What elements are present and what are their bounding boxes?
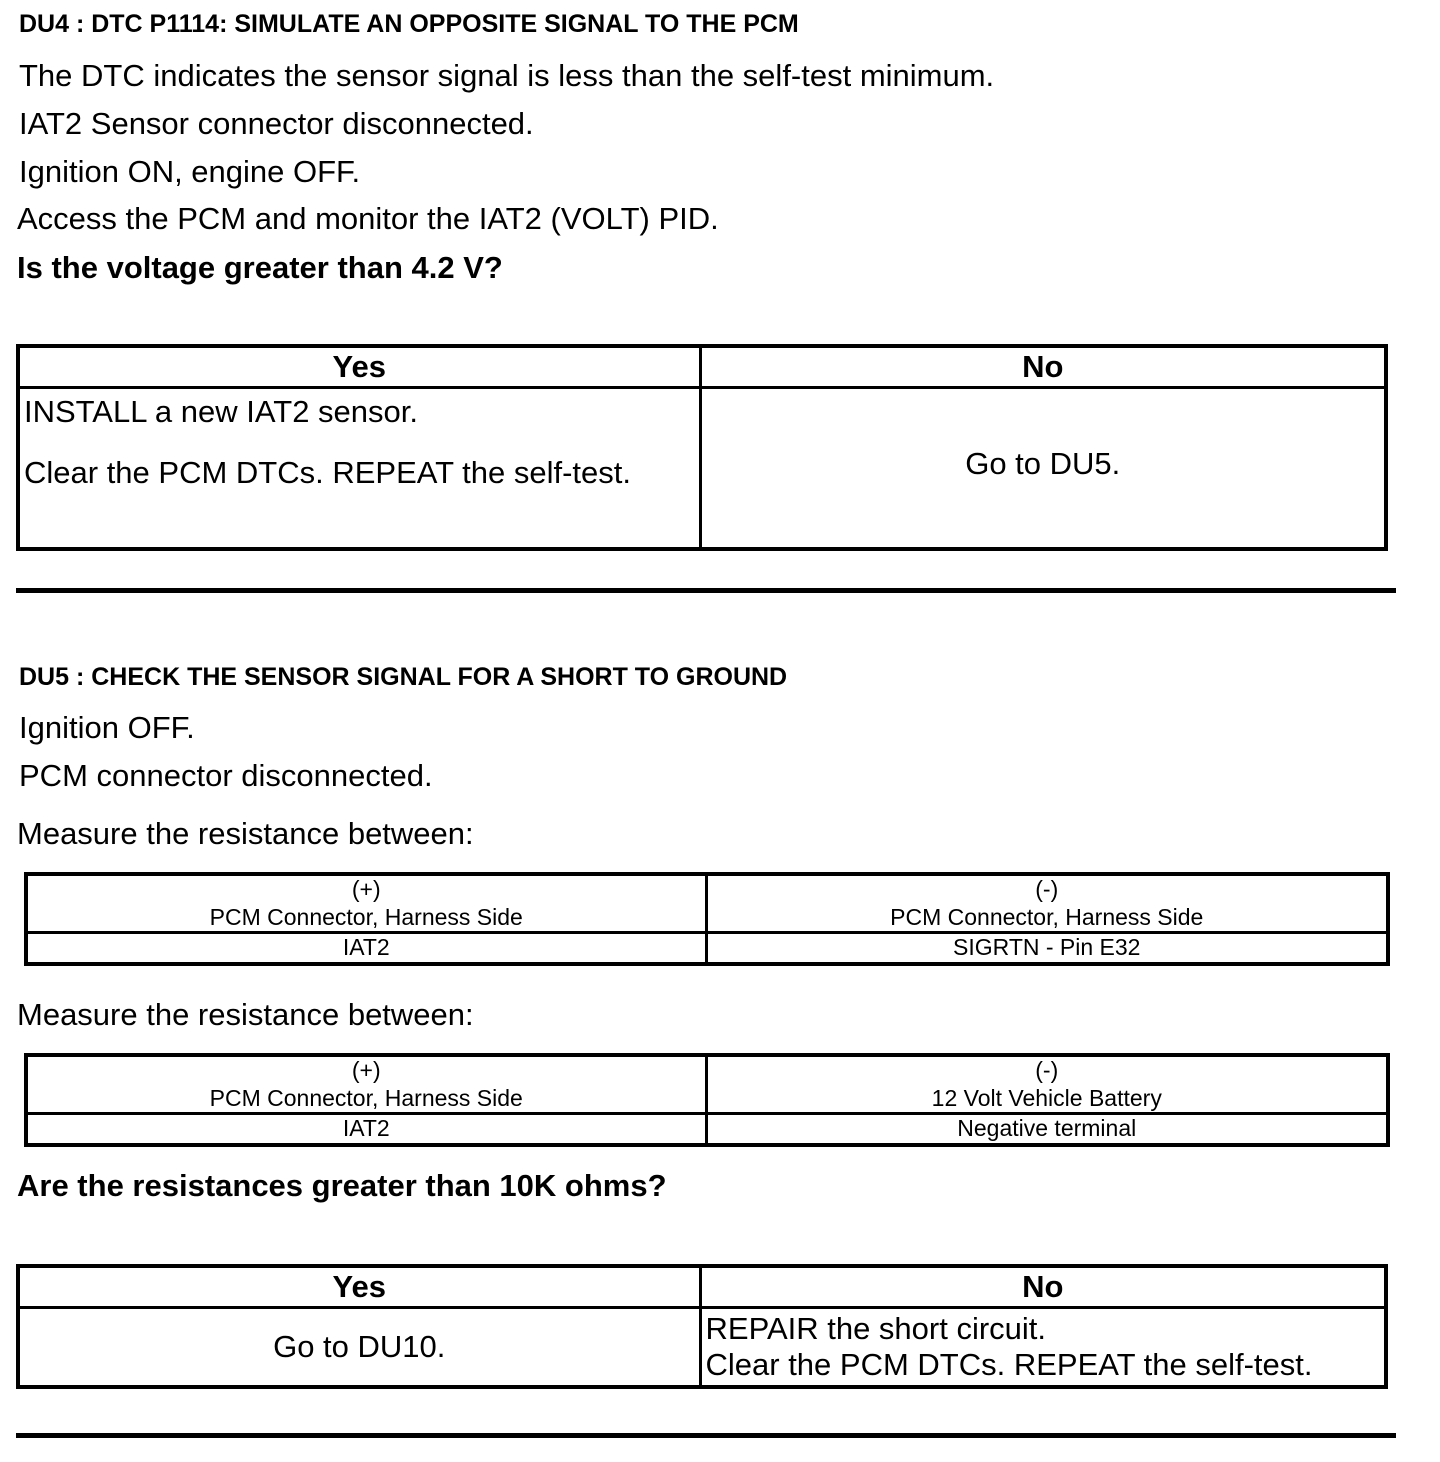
mt1-minus-label: PCM Connector, Harness Side	[890, 903, 1204, 930]
mt1-plus-label: PCM Connector, Harness Side	[209, 903, 523, 930]
du4-no-cell	[700, 388, 1386, 550]
mt1-minus-header	[706, 874, 1388, 933]
du5-measure-table-2	[24, 1053, 1390, 1147]
du5-line-2: PCM connector disconnected.	[19, 758, 433, 793]
mt2-minus-value: Negative terminal	[706, 1114, 1388, 1146]
du4-yes-no-table	[16, 344, 1388, 551]
du5-measure-label-1: Measure the resistance between:	[17, 816, 474, 851]
du5-no-header: No	[700, 1266, 1386, 1308]
du4-line-4: Access the PCM and monitor the IAT2 (VOLT) PID.	[17, 201, 719, 236]
mt1-minus-sign: (-)	[1035, 876, 1059, 902]
mt2-minus-sign: (-)	[1035, 1057, 1059, 1083]
du5-yes-header: Yes	[18, 1266, 700, 1308]
du5-question: Are the resistances greater than 10K ohms?	[17, 1168, 667, 1203]
du5-yes-text: Go to DU10.	[273, 1328, 446, 1364]
du5-no-cell	[700, 1308, 1386, 1388]
mt2-plus-header	[26, 1055, 706, 1114]
mt2-plus-sign: (+)	[351, 1057, 381, 1083]
mt2-plus-value: IAT2	[26, 1114, 706, 1146]
du4-yes-header: Yes	[18, 346, 700, 388]
du4-heading: DU4 : DTC P1114: SIMULATE AN OPPOSITE SIGNAL TO THE PCM	[19, 10, 799, 38]
mt1-minus-value: SIGRTN - Pin E32	[706, 933, 1388, 965]
mt2-minus-header	[706, 1055, 1388, 1114]
mt1-plus-header	[26, 874, 706, 933]
du4-yes-cell	[18, 388, 700, 550]
du4-question: Is the voltage greater than 4.2 V?	[17, 250, 503, 285]
mt1-plus-sign: (+)	[351, 876, 381, 902]
mt2-minus-label: 12 Volt Vehicle Battery	[931, 1084, 1162, 1111]
du4-yes-line-1: INSTALL a new IAT2 sensor.	[24, 394, 418, 429]
du5-measure-table-1	[24, 872, 1390, 966]
mt2-plus-label: PCM Connector, Harness Side	[209, 1084, 523, 1111]
du4-line-1: The DTC indicates the sensor signal is less than the self-test minimum.	[19, 58, 995, 93]
du4-no-header: No	[700, 346, 1386, 388]
du4-yes-line-2: Clear the PCM DTCs. REPEAT the self-test.	[24, 454, 631, 490]
du5-heading: DU5 : CHECK THE SENSOR SIGNAL FOR A SHORT TO GROUND	[19, 663, 788, 691]
section-divider-1	[16, 588, 1396, 593]
du4-no-text: Go to DU5.	[965, 445, 1121, 481]
du4-line-2: IAT2 Sensor connector disconnected.	[19, 106, 534, 141]
mt1-plus-value: IAT2	[26, 933, 706, 965]
du5-line-1: Ignition OFF.	[19, 710, 195, 745]
du5-yes-cell	[18, 1308, 700, 1388]
du5-measure-label-2: Measure the resistance between:	[17, 997, 474, 1032]
du5-yes-no-table	[16, 1264, 1388, 1389]
section-divider-2	[16, 1433, 1396, 1438]
du4-line-3: Ignition ON, engine OFF.	[19, 154, 361, 189]
du5-no-line-2: Clear the PCM DTCs. REPEAT the self-test.	[705, 1347, 1313, 1382]
du5-no-line-1: REPAIR the short circuit.	[705, 1311, 1047, 1347]
